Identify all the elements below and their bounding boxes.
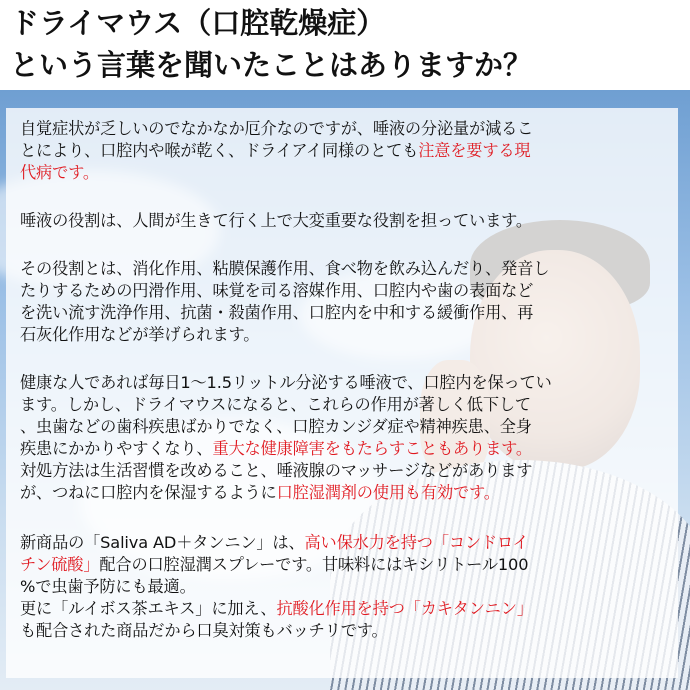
intro-emphasis: 注意を要する現 bbox=[418, 141, 531, 160]
role-line-1: 唾液の役割は、人間が生きて行く上で大変重要な役割を担っています。 bbox=[20, 211, 532, 230]
health-emphasis: 重大な健康障害をもたらすこともあります。 bbox=[212, 439, 532, 458]
headline-line-2: という言葉を聞いたことはありますか？ bbox=[10, 48, 533, 82]
health-line-6 bbox=[20, 482, 680, 504]
product-line-3: %で虫歯予防にも最適。 bbox=[20, 577, 196, 596]
product-emphasis-2: チン硫酸」 bbox=[20, 555, 100, 574]
intro-line-3: 代病です。 bbox=[20, 163, 99, 182]
functions-line-4: 石灰化作用などが挙げられます。 bbox=[20, 325, 260, 344]
product-line-4 bbox=[20, 598, 680, 620]
health-line-4-text: 疾患にかかりやすくなり、 bbox=[20, 439, 213, 458]
product-emphasis-1: 高い保水力を持つ「コンドロイ bbox=[304, 533, 529, 552]
intro-line-2 bbox=[20, 140, 680, 162]
header-band bbox=[0, 0, 690, 90]
functions-line-1: その役割とは、消化作用、粘膜保護作用、食べ物を飲み込んだり、発音し bbox=[20, 259, 550, 278]
health-line-6-text: が、つねに口腔内を保湿するように bbox=[20, 483, 277, 502]
health-line-4 bbox=[20, 438, 680, 460]
product-line-2 bbox=[20, 554, 680, 576]
product-line-4-text: 更に「ルイボス茶エキス」に加え、 bbox=[20, 599, 277, 618]
health-line-1: 健康な人であれば毎日1～1.5リットル分泌する唾液で、口腔内を保ってい bbox=[20, 373, 552, 392]
product-emphasis-3: 抗酸化作用を持つ「カキタンニン」 bbox=[276, 599, 533, 618]
health-line-3: 、虫歯などの歯科疾患ばかりでなく、口腔カンジダ症や精神疾患、全身 bbox=[20, 417, 532, 436]
functions-line-3: を洗い流す洗浄作用、抗菌・殺菌作用、口腔内を中和する緩衝作用、再 bbox=[20, 303, 534, 322]
remedy-emphasis: 口腔湿潤剤の使用も有効です。 bbox=[276, 483, 500, 502]
functions-line-2: たりするための円滑作用、味覚を司る溶媒作用、口腔内や歯の表面など bbox=[20, 281, 534, 300]
product-line-1-text: 新商品の「Saliva AD＋タンニン」は、 bbox=[20, 533, 305, 552]
intro-line-1: 自覚症状が乏しいのでなかなか厄介なのですが、唾液の分泌量が減るこ bbox=[20, 119, 534, 138]
health-line-2: ます。しかし、ドライマウスになると、これらの作用が著しく低下して bbox=[20, 395, 531, 414]
health-line-5: 対処方法は生活習慣を改めること、唾液腺のマッサージなどがあります bbox=[20, 461, 533, 480]
product-line-5: も配合された商品だから口臭対策もバッチリです。 bbox=[20, 621, 388, 640]
product-line-1 bbox=[20, 532, 680, 554]
headline-line-1: ドライマウス（口腔乾燥症） bbox=[10, 6, 386, 40]
product-line-2-text: 配合の口腔湿潤スプレーです。甘味料にはキシリトール100 bbox=[99, 555, 529, 574]
intro-line-2-text: とにより、口腔内や喉が乾く、ドライアイ同様のとても bbox=[20, 141, 419, 160]
